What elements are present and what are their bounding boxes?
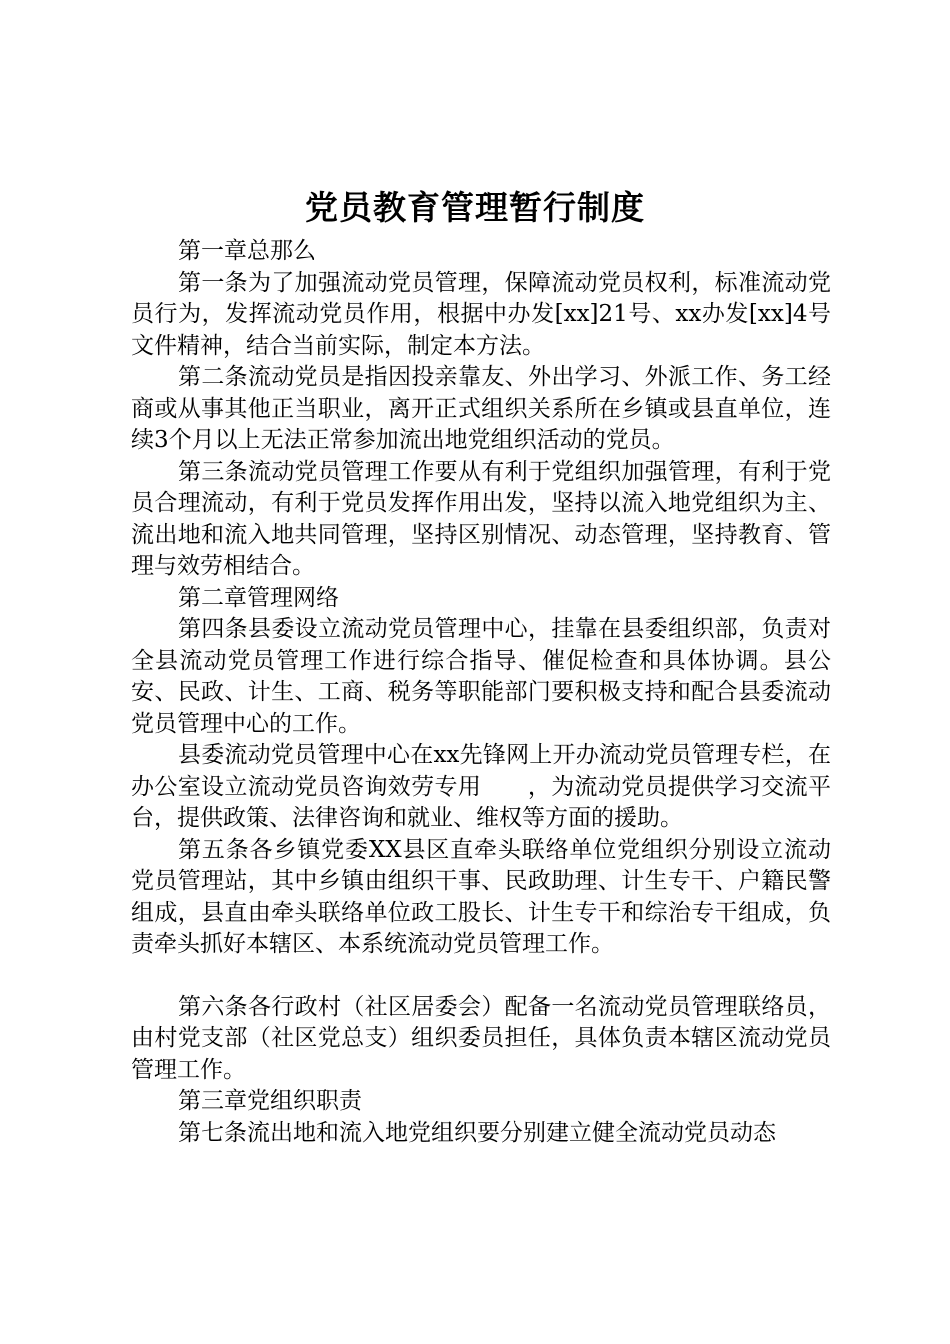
- article-paragraph: 第四条县委设立流动党员管理中心，挂靠在县委组织部，负责对全县流动党员管理工作进行综合指导、催促检查和具体协调。县公安、民政、计生、工商、税务等职能部门要积极支持和配合县委流动党员管理中心的工作。: [131, 616, 831, 737]
- article-paragraph: 第二条流动党员是指因投亲靠友、外出学习、外派工作、务工经商或从事其他正当职业，离开正式组织关系所在乡镇或县直单位，连续3个月以上无法正常参加流出地党组织活动的党员。: [131, 364, 831, 453]
- article-paragraph: 第一条为了加强流动党员管理，保障流动党员权利，标准流动党员行为，发挥流动党员作用，根据中办发[xx]21号、xx办发[xx]4号文件精神，结合当前实际，制定本方法。: [131, 269, 831, 359]
- article-paragraph: 县委流动党员管理中心在xx先锋网上开办流动党员管理专栏，在办公室设立流动党员咨询效劳专用 ，为流动党员提供学习交流平台，提供政策、法律咨询和就业、维权等方面的援助。: [131, 742, 831, 831]
- article-paragraph: 第三条流动党员管理工作要从有利于党组织加强管理，有利于党员合理流动，有利于党员发挥作用出发，坚持以流入地党组织为主、流出地和流入地共同管理，坚持区别情况、动态管理，坚持教育、管理与效劳相结合。: [131, 458, 831, 579]
- document-title: 党员教育管理暂行制度: [305, 188, 645, 227]
- article-paragraph: 第五条各乡镇党委XX县区直牵头联络单位党组织分别设立流动党员管理站，其中乡镇由组织干事、民政助理、计生专干、户籍民警组成，县直由牵头联络单位政工股长、计生专干和综治专干组成，负责牵头抓好本辖区、本系统流动党员管理工作。: [131, 836, 831, 957]
- article-paragraph: 第六条各行政村（社区居委会）配备一名流动党员管理联络员，由村党支部（社区党总支）组织委员担任，具体负责本辖区流动党员管理工作。: [131, 993, 831, 1083]
- chapter-heading: 第一章总那么: [178, 238, 316, 264]
- document-body: [131, 236, 831, 1149]
- chapter-heading: 第三章党组织职责: [178, 1088, 362, 1114]
- chapter-heading: 第二章管理网络: [178, 584, 339, 611]
- article-paragraph: 第七条流出地和流入地党组织要分别建立健全流动党员动态: [178, 1119, 776, 1146]
